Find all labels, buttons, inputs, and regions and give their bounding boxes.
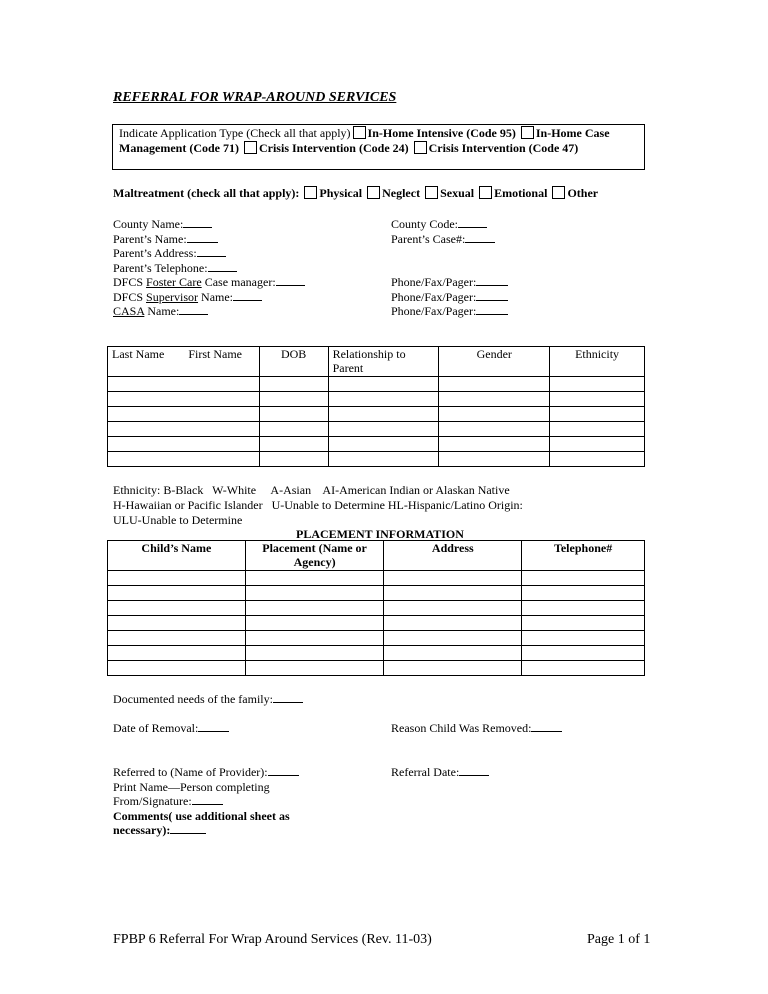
header-address: Address [384,541,522,571]
case-manager-label: Case manager: [201,275,276,289]
phone-label-3: Phone/Fax/Pager: [391,304,477,318]
phone-label-1: Phone/Fax/Pager: [391,275,477,289]
referred-to-field[interactable] [113,765,299,780]
county-name-label: County Name: [113,217,184,231]
header-last-first [108,347,260,377]
table-row[interactable] [108,452,645,467]
option-in-home-case-a: In-Home Case [535,126,610,140]
print-name-label: Print Name—Person completing [113,779,270,794]
checkbox-in-home-intensive[interactable] [353,126,366,139]
casa-name-field[interactable] [113,304,208,319]
referred-to-label: Referred to (Name of Provider): [113,765,268,779]
placement-table-header [108,541,645,571]
checkbox-crisis-24[interactable] [244,141,257,154]
ethnicity-key-line-1: Ethnicity: B-Black W-White A-Asian AI-American Indian or Alaskan Native [113,483,510,497]
county-name-field[interactable] [113,217,212,232]
dfcs-prefix: DFCS [113,275,147,289]
reason-removed-field[interactable] [391,721,562,736]
maltreatment-label: Maltreatment (check all that apply): [113,186,300,200]
phone-field-2[interactable] [391,290,508,305]
foster-care-label: Foster Care [146,275,202,289]
ethnicity-key-line-2: H-Hawaiian or Pacific Islander U-Unable to Determine HL-Hispanic/Latino Origin: [113,498,523,512]
parent-case-label: Parent’s Case#: [391,231,466,246]
maltreatment-emotional: Emotional [494,186,548,200]
checkbox-neglect[interactable] [367,186,380,199]
county-code-label: County Code: [391,217,459,231]
maltreatment-other: Other [567,186,599,200]
phone-field-1[interactable] [391,275,508,290]
table-row[interactable] [108,601,645,616]
table-row[interactable] [108,616,645,631]
casa-name-label: Name: [144,304,180,318]
option-in-home-intensive: In-Home Intensive (Code 95) [367,126,516,140]
header-childs-name: Child’s Name [108,541,246,571]
county-code-field[interactable] [391,217,487,232]
option-crisis-47: Crisis Intervention (Code 47) [428,141,579,155]
table-row[interactable] [108,422,645,437]
header-placement: Placement (Name or Agency) [245,541,384,571]
referral-date-label: Referral Date: [391,765,460,779]
referral-date-field[interactable] [391,765,489,780]
parent-name-label: Parent’s Name: [113,231,187,246]
header-relationship: Relationship to Parent [328,347,439,377]
table-row[interactable] [108,571,645,586]
option-in-home-case-b: Management (Code 71) [119,141,239,155]
header-gender: Gender [439,347,550,377]
table-row[interactable] [108,661,645,676]
footer-page-number: Page 1 of 1 [587,932,651,947]
phone-field-3[interactable] [391,304,508,319]
header-first-name: First Name [188,347,242,361]
footer-form-id: FPBP 6 Referral For Wrap Around Services (Rev. 11-03) [113,932,432,947]
table-row[interactable] [108,392,645,407]
documented-needs-field[interactable] [113,692,303,707]
table-row[interactable] [108,646,645,661]
maltreatment-physical: Physical [319,186,363,200]
signature-field[interactable] [113,794,223,809]
header-last-name: Last Name [112,347,165,361]
date-of-removal-field[interactable] [113,721,229,736]
parent-case-field[interactable] [391,232,495,247]
header-dob: DOB [259,347,328,377]
parent-telephone-field[interactable] [113,261,237,276]
checkbox-other[interactable] [552,186,565,199]
table-row[interactable] [108,586,645,601]
checkbox-emotional[interactable] [479,186,492,199]
maltreatment-sexual: Sexual [440,186,475,200]
supervisor-label: Supervisor [146,289,199,304]
parent-telephone-label: Parent’s Telephone: [113,260,208,275]
casa-label: CASA [113,304,145,318]
children-table-header [108,347,645,377]
placement-heading: PLACEMENT INFORMATION [296,527,464,541]
documented-needs-label: Documented needs of the family: [113,692,273,706]
comments-label-b: necessary): [113,823,171,837]
header-telephone: Telephone# [522,541,645,571]
parent-address-label: Parent’s Address: [113,246,197,260]
checkbox-crisis-47[interactable] [414,141,427,154]
application-type-intro: Indicate Application Type (Check all that apply) [119,126,351,140]
maltreatment-row [113,186,598,201]
dfcs-prefix-2: DFCS [113,289,147,304]
parent-address-field[interactable] [113,246,226,261]
supervisor-name-field[interactable] [113,290,262,305]
reason-removed-label: Reason Child Was Removed: [391,721,532,735]
placement-table [107,540,645,676]
table-row[interactable] [108,437,645,452]
comments-label-a: Comments( use additional sheet as [113,808,290,823]
foster-care-manager-field[interactable] [113,275,305,290]
comments-field[interactable] [113,823,206,838]
application-type-box [112,124,645,170]
table-row[interactable] [108,377,645,392]
supervisor-name-label: Name: [198,289,234,304]
signature-label: From/Signature: [113,794,192,808]
date-of-removal-label: Date of Removal: [113,721,199,735]
table-row[interactable] [108,407,645,422]
table-row[interactable] [108,631,645,646]
form-title: REFERRAL FOR WRAP-AROUND SERVICES [113,90,397,105]
parent-name-field[interactable] [113,232,218,247]
option-crisis-24: Crisis Intervention (Code 24) [258,141,409,155]
maltreatment-neglect: Neglect [382,186,421,200]
ethnicity-key-line-3: ULU-Unable to Determine [113,513,243,527]
header-ethnicity: Ethnicity [550,347,645,377]
children-table [107,346,645,467]
checkbox-sexual[interactable] [425,186,438,199]
phone-label-2: Phone/Fax/Pager: [391,289,477,304]
checkbox-in-home-case-management[interactable] [521,126,534,139]
checkbox-physical[interactable] [304,186,317,199]
